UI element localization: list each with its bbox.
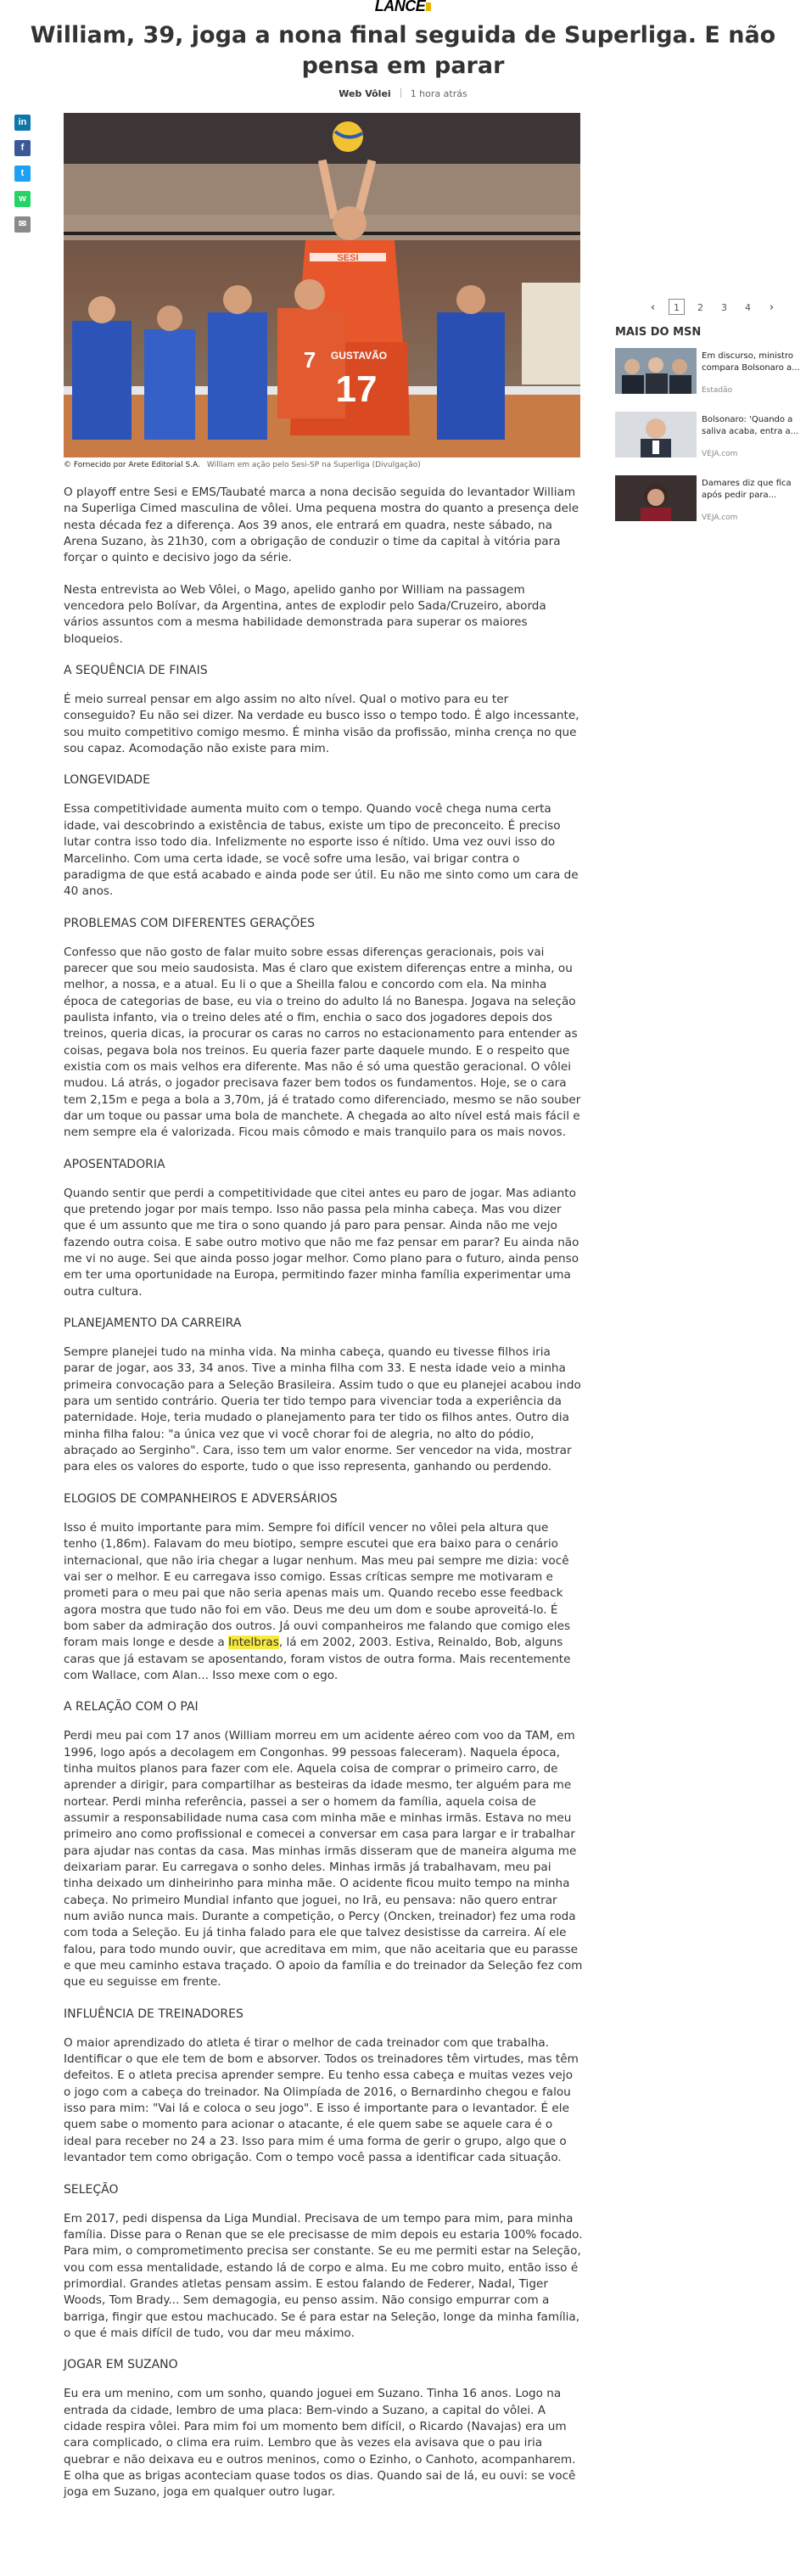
jersey-name-text: GUSTAVÃO [330,350,388,362]
photo-caption-text: William em ação pelo Sesi-SP na Superliga (Divulgação) [206,461,421,469]
article-paragraph: Quando sentir que perdi a competitividade que citei antes eu paro de jogar. Mas adianto que pretendo jogar por mais tempo. Isso não passa pela minha cabeça. Mas vou dizer que é um assunto que me tira o sono quando já paro para pensar. Ainda não me vejo fazendo outra coisa. E sabe outro motivo que não me faz pensar em parar? Eu ainda não me vi no auge. Sei que ainda posso jogar melhor. Como plano para o futuro, ainda penso em ter uma oportunidade na Europa, permitindo fazer minha família experimentar uma outra cultura. [64,1186,579,1299]
byline-time: 1 hora atrás [410,88,467,99]
section-heading: APOSENTADORIA [64,1157,165,1171]
byline [0,88,806,99]
twitter-share-icon[interactable]: t [14,166,31,182]
more-from-msn [615,326,802,539]
section-heading: PLANEJAMENTO DA CARREIRA [64,1316,242,1331]
news-card[interactable] [615,412,802,475]
article-paragraph: O maior aprendizado do atleta é tirar o melhor de cada treinador com que trabalha. Identificar o que ele tem de bom e absorver. Todos os treinadores têm virtudes, mas têm defeitos. E o atleta precisa aprender sempre. Eu tenho essa cabeça e muitas vezes vejo o jogo com a cabeça do treinador. Na Olimpíada de 2016, o Bernardinho chegou e falou isso para mim: "Vai lá e coloca o seu jogo". E isso é importante para o levantador. É ele quem sabe o momento para acionar o atacante, é ele quem sabe se aquele cara é o ideal para receber no 24 a 23. Isso para mim é uma forma de gerir o grupo, algo que o levantador tem como obrigação. Com o tempo você passa a identificar cada situação. [64,2035,579,2165]
facebook-share-icon[interactable]: f [14,140,31,156]
jersey-top-text: SESI [337,253,359,263]
article-paragraph: O playoff entre Sesi e EMS/Taubaté marca a nona decisão seguida do levantador William na Superliga Cimed masculina de vôlei. Uma pequena mostra do quanto a presença dele nesta década fez a diferença. Aos 39 anos, ele entrará em quadra, neste sábado, na Arena Suzano, às 21h30, com a obrigação de conduzir o time da capital à vitória para forçar o quinto e decisivo jogo da série. [64,485,579,565]
article-paragraph [64,1520,583,1684]
sidebar-title: MAIS DO MSN [615,326,702,339]
linkedin-share-icon[interactable]: in [14,115,31,131]
brand-mark [426,3,431,11]
article-paragraph: Em 2017, pedi dispensa da Liga Mundial. Precisava de um tempo para mim, para minha família. Disse para o Renan que se ele precisasse de mim depois eu estaria 100% focado. Para mim, o comprometimento precisa ser constante. Se eu me permiti estar na Seleção, vou com essa mentalidade, estando lá de corpo e alma. Eu me cobro muito, então isso é primordial. Grandes atletas pensam assim. E estou falando de Federer, Nadal, Tiger Woods, Tom Brady... Sem demagogia, eu penso assim. Não consigo empurrar com a barriga, fingir que estou machucado. Se é para estar na Seleção, longe da minha família, o que é mais difícil de tudo, vou dar meu máximo. [64,2211,583,2340]
news-card[interactable] [615,348,802,412]
page-2-button[interactable]: 2 [697,302,703,313]
byline-source[interactable]: Web Vôlei [339,88,391,99]
article-paragraph: Confesso que não gosto de falar muito sobre essas diferenças geracionais, pois vai parecer que sou meio saudosista. Mas é claro que existem diferenças entre a minha, ou melhor, a nossa, e a atual. Eu li o que a Sheilla falou e concordo com ela. Na minha época de categorias de base, eu via o treino do adulto lá no Banespa. Jogava na seleção paulista infanto, via o treino deles até o fim, enchia o saco dos jogadores depois dos treinos, queria dicas, ia procurar os caras no carros no estacionamento para entender as coisas, pegava bola nos treinos. Eu queria fazer parte daquele mundo. E o respeito que existia com os mais velhos era diferente. Mas não é só uma questão geracional. O vôlei mudou. Lá atrás, o jogador precisava fazer bem todos os fundamentos. Hoje, se o cara tem 2,15m e pega a bola a 3,70m, já é tratado como diferenciado, mesmo se não souber dar um toque ou passar uma bola de manchete. A chegada ao alto nível está mais fácil e nem sempre ela é valorizada. Ficou mais cômodo e mais tranquilo para os mais novos. [64,945,581,1140]
article-body [64,485,583,2517]
section-heading: LONGEVIDADE [64,773,150,788]
news-source: VEJA.com [702,450,738,458]
sidebar-pager [645,299,787,316]
volleyball-photo-illustration [64,113,580,457]
next-page-icon[interactable]: › [769,301,775,314]
news-thumbnail[interactable] [615,348,697,394]
news-title[interactable]: Bolsonaro: 'Quando a saliva acaba, entra a... [702,415,799,436]
section-heading: INFLUÊNCIA DE TREINADORES [64,2006,243,2021]
jersey-left-number-text: 7 [303,347,316,373]
email-share-icon[interactable]: ✉ [14,216,31,233]
article-paragraph: Eu era um menino, com um sonho, quando joguei em Suzano. Tinha 16 anos. Logo na entrada da cidade, lembro de uma placa: Bem-vindo a Suzano, a capital do vôlei. A cidade respira vôlei. Para mim foi um momento bem difícil, o Ricardo (Navajas) era um cara complicado, o clima era ruim. Lembro que às vezes ela avisava que o pau iria quebrar e não deixava eu e outros meninos, como o Ezinho, o Canhoto, acompanharem. E olha que as brigas aconteciam quase todos os dias. Quando sai de lá, eu ouvi: se você joga em Suzano, joga em qualquer outro lugar. [64,2387,576,2500]
article-paragraph: Essa competitividade aumenta muito com o tempo. Quando você chega numa certa idade, vai descobrindo a existência de tabus, existe um tipo de preconceito. É preciso lutar contra isso todo dia. Infelizmente no esporte isso é nítido. Uma vez ouvi isso do Marcelinho. Com uma certa idade, se você sofre uma lesão, vai brigar contra o paradigma de que está acabado e ainda pode ser útil. Eu não me sinto como um cara de 40 anos. [64,802,579,899]
share-bar [14,115,31,242]
article-paragraph: Nesta entrevista ao Web Vôlei, o Mago, apelido ganho por William na passagem vencedora pelo Bolívar, da Argentina, antes de explodir pelo Sada/Cruzeiro, aborda vários assuntos com a mesma habilidade demonstrada para superar os maiores bloqueios. [64,582,546,646]
jersey-number-text: 17 [335,368,378,410]
photo-credit: © Fornecido por Arete Editorial S.A. [64,461,200,469]
section-heading: A RELAÇÃO COM O PAI [64,1700,199,1715]
section-heading: PROBLEMAS COM DIFERENTES GERAÇÕES [64,916,316,930]
byline-divider [400,88,401,98]
paragraph-text: Isso é muito importante para mim. Sempre foi difícil vencer no vôlei pela altura que tenho (1,86m). Falavam do meu biotipo, sempre escutei que era baixo para o cenário internacional, que não iria chegar a lugar nenhum. Mas meu pai sempre me dizia: você vai ser o melhor. E eu carregava isso comigo. Essas críticas sempre me motivaram e prometi para o meu pai que não seria apenas mais um. Quando recebo esse feedback agora mostra que tudo não foi em vão. Deus me deu um dom e soube aproveitá-lo. É bom saber da admiração dos outros. Já ouvi companheiros me falando que comigo eles foram mais longe e desde a [64,1520,571,1650]
section-heading: A SEQUÊNCIA DE FINAIS [64,664,208,678]
article-paragraph: É meio surreal pensar em algo assim no alto nível. Qual o motivo para eu ter conseguido? Eu não sei dizer. Na verdade eu busco isso o tempo todo. É algo incessante, sou muito competitivo comigo mesmo. É minha visão da profissão, minha crença no que sou capaz. Acomodação não existe para mim. [64,693,579,756]
prev-page-icon[interactable]: ‹ [650,301,656,314]
page-3-button[interactable]: 3 [721,302,727,313]
photo-caption [64,461,590,469]
hero-photo[interactable] [64,113,580,457]
section-heading: SELEÇÃO [64,2182,119,2197]
article-paragraph: Sempre planejei tudo na minha vida. Na minha cabeça, quando eu tivesse filhos iria parar de jogar, aos 33, 34 anos. Tive a minha filha com 33. E nesta idade veio a minha primeira convocação para a Seleção Brasileira. Assim tudo o que eu planejei acabou indo para um sentido contrário. Queria ter tido tempo para vivenciar toda a experiência da paternidade. Hoje, teria mudado o planejamento para ter tido os filhos antes. Outro dia minha filha falou: "a única vez que vi você chorar foi de alegria, no alto do pódio, abraçado ao Serginho". Cara, isso tem um valor enorme. Ser vencedor na vida, mostrar para eles os valores do esporte, tudo o que isso representa, ganhando ou perdendo. [64,1345,581,1474]
page-1-button[interactable]: 1 [669,299,685,315]
brand-text: LANCE [374,0,426,14]
section-heading: JOGAR EM SUZANO [64,2358,178,2372]
news-source: Estadão [702,386,733,395]
page-4-button[interactable]: 4 [745,302,751,313]
news-card[interactable] [615,475,802,539]
brand-logo[interactable] [0,0,806,12]
news-source: VEJA.com [702,514,738,522]
news-thumbnail[interactable] [615,475,697,521]
news-title[interactable]: Damares diz que fica após pedir para... [702,479,792,500]
paragraph-text: , lá em 2002, 2003. Estiva, Reinaldo, Bob, alguns caras que já estavam se aposentando, foram vistos de outra forma. Mais recentemente com Wallace, com Alan... Isso mexe com o ego. [64,1636,571,1682]
whatsapp-share-icon[interactable]: w [14,191,31,207]
news-title[interactable]: Em discurso, ministro compara Bolsonaro a... [702,351,800,373]
section-heading: ELOGIOS DE COMPANHEIROS E ADVERSÁRIOS [64,1491,338,1506]
article-paragraph: Perdi meu pai com 17 anos (William morreu em um acidente aéreo com voo da TAM, em 1996, logo após a decolagem em Congonhas. 99 pessoas faleceram). Naquela época, tinha muitos planos para fazer com ele. Aquela coisa de comprar o primeiro carro, de aprender a dirigir, para compartilhar as besteiras da idade mesmo, ter alguém para me nortear. Perdi minha referência, passei a ser o homem da família, aquela coisa de assumir a responsabilidade numa casa com minha mãe e minhas irmãs. Estava no meu primeiro ano como profissional e comecei a conversar em casa para largar e ir trabalhar para ajudar nas contas da casa. Mas minhas irmãs disseram que de maneira alguma me deixariam parar. Eu carregava o sonho deles. Minhas irmãs já trabalhavam, meu pai tinha deixado um dinheirinho para minha mãe. O acidente ficou muito tempo na minha cabeça. No primeiro Mundial infanto que joguei, no Irã, eu pensava: não quero entrar num avião nunca mais. Durante a competição, o Percy (Oncken, treinador) fez uma roda com toda a Seleção. Eu já tinha falado para ele que talvez desistisse da carreira. Aí ele falou, para todo mundo ouvir, que acreditava em mim, que não aceitaria que eu parasse e que meu caminho estava traçado. O apoio da família e do treinador da Seleção fez com que eu seguisse em frente. [64,1729,583,1990]
article-headline: William, 39, joga a nona final seguida de Superliga. E não pensa em parar [30,22,776,79]
news-thumbnail[interactable] [615,412,697,457]
highlighted-keyword-link[interactable]: Intelbras [228,1636,279,1650]
